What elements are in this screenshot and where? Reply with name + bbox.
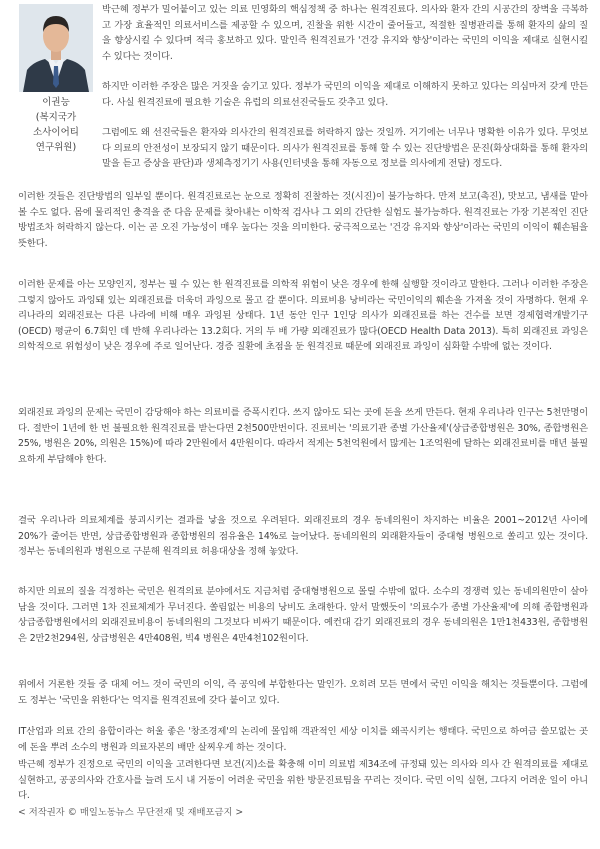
paragraph: 이러한 문제를 아는 모양인지, 정부는 필 수 있는 한 원격진료를 의학적 위험이 낮은 경우에 한해 실행할 것이라고 말한다. 그러나 이러한 주장은 그렇지 않아도 과잉돼 있는 외래진료를 더욱더 과잉으로 몰고 갈 뿐이다. 의료비용 낭비라는 국민이익의 훼손을 가져올 것이 자명하다. 현재 우리나라의 외래진료는 다른 나라에 비해 매우 과잉된 상태다. 1년 동안 인구 1인당 의사가 외래진료를 하는 건수를 보면 경제협력개발기구(OECD) 평균이 6.7회인 데 반해 우리나라는 13.2회다. 거의 두 배 가량 외래진료가 많다(OECD Health Data 2013). 특히 외래진료 과잉은 의학적으로 위험성이 낮은 경우에 주로 일어난다. 경증 질환에 초점을 둔 원격진료 때문에 외래진료 과잉이 심화할 수밖에 없는 것이다.	[18, 279, 588, 353]
author-name: 이권능	[42, 97, 70, 108]
paragraph: 하지만 의료의 질을 걱정하는 국민은 원격의료 분야에서도 지금처럼 중대형병원으로 몰릴 수밖에 없다. 소수의 경쟁력 있는 동네의원만이 살아남을 것이다. 그러면 1차 진료체계가 무너진다. 쏠림없는 비용의 낭비도 초래한다. 앞서 말했듯이 '의료수가 종별 가산율제'에 의해 종합병원과 상급종합병원에서의 외래진료비용이 동네의원의 그것보다 비싸기 때문이다. 예컨대 감기 외래진료의 경우 동네의원은 1만1천433원, 종합병원은 2만2천294원, 상급병원은 4만408원, 빅4 병원은 4만4천102원이다.	[18, 586, 588, 644]
author-affiliation-line: 소사이어티	[33, 127, 79, 138]
copyright-notice: < 저작권자 © 매일노동뉴스 무단전재 및 재배포금지 >	[18, 807, 244, 818]
paragraph: 그럼에도 왜 선진국들은 환자와 의사간의 원격진료를 허락하지 않는 것일까. 거기에는 너무나 명확한 이유가 있다. 무엇보다 의료의 안전성이 보장되지 않기 때문이다. 의사가 원격진료를 통해 할 수 있는 진단방법은 문진(화상대화를 통해 환자의 말을 듣고 증상을 판단)과 생체측정기기 사용(인터넷을 통해 자동으로 정보를 의사에게 전달) 정도다.	[102, 127, 588, 170]
paragraph: 위에서 거론한 것들 중 대체 어느 것이 국민의 이익, 즉 공익에 부합한다는 말인가. 오히려 모든 면에서 국민 이익을 해치는 것들뿐이다. 그럼에도 정부는 '국민을 위한다'는 억지를 원격진료에 갖다 붙이고 있다.	[18, 679, 588, 706]
author-affiliation	[18, 110, 94, 155]
paragraph: 이러한 것들은 진단방법의 일부일 뿐이다. 원격진료로는 눈으로 정확히 진찰하는 것(시진)이 불가능하다. 만져 보고(촉진), 맛보고, 냄새를 맡아 볼 수도 없다. 몸에 물리적인 충격을 준 다음 문제를 찾아내는 이학적 검사나 그 외의 간단한 실험도 불가능하다. 원격진료는 가장 기본적인 진단방법조차 허락하지 않는다. 이는 곧 오진 가능성이 매우 높다는 것을 의미한다. 궁극적으로는 '건강 유지와 향상'이라는 국민의 이익이 훼손됨을 뜻한다.	[18, 191, 588, 249]
paragraph: 박근혜 정부가 진정으로 국민의 이익을 고려한다면 보건(지)소를 확충해 이미 의료법 제34조에 규정돼 있는 의사와 의사 간 원격의료를 제대로 실현하고, 공공의사와 간호사를 늘려 도시 내 거동이 어려운 국민을 위한 방문진료팀을 꾸리는 것이다. 국민 이익 실현, 그다지 어려운 일이 아니다.	[18, 759, 588, 802]
paragraph: 하지만 이러한 주장은 많은 거짓을 숨기고 있다. 정부가 국민의 이익을 제대로 이해하지 못하고 있다는 의심마저 갖게 만든다. 사실 원격진료에 필요한 기술은 유럽의 의료선진국들도 갖추고 있다.	[102, 81, 588, 108]
author-affiliation-line: (복지국가	[35, 112, 77, 123]
author-photo	[19, 4, 93, 92]
paragraph: IT산업과 의료 간의 융합이라는 허울 좋은 '창조경제'의 논리에 몰입해 객관적인 세상 이치를 왜곡시키는 행태다. 국민으로 하여금 쓸모없는 곳에 돈을 뿌려 소수의 병원과 의료자본의 배만 살찌우게 하는 것이다.	[18, 726, 588, 753]
paragraph: 결국 우리나라 의료체계를 붕괴시키는 결과를 낳을 것으로 우려된다. 외래진료의 경우 동네의원이 차지하는 비율은 2001~2012년 사이에 20%가 줄어든 반면, 상급종합병원과 종합병원의 점유율은 14%로 늘어났다. 동네의원의 외래환자들이 중대형 병원으로 쏠리고 있는 것이다. 정부는 동네의원과 병원으로 구분해 원격의료 허용대상을 정해 놓았다.	[18, 515, 588, 558]
author-affiliation-line: 연구위원)	[35, 142, 77, 153]
paragraph: 외래진료 과잉의 문제는 국민이 감당해야 하는 의료비를 증폭시킨다. 쓰지 않아도 되는 곳에 돈을 쓰게 만든다. 현재 우리나라 인구는 5천만명이다. 절반이 1년에 한 번 불필요한 원격진료를 받는다면 2천500만번이다. 진료비는 '의료기관 종별 가산율제'(상급종합병원은 30%, 종합병원은 25%, 병원은 20%, 의원은 15%)에 따라 2만원에서 4만원이다. 따라서 적게는 5천억원에서 많게는 1조억원에 달하는 외래진료비를 매년 불필요하게 부담해야 한다.	[18, 407, 588, 465]
paragraph: 박근혜 정부가 밀어붙이고 있는 의료 민영화의 핵심정책 중 하나는 원격진료다. 의사와 환자 간의 시공간의 장벽을 극복하고 가장 효율적인 의료서비스를 제공할 수 있으며, 진찰을 위한 시간이 줄어들고, 적절한 질병관리를 통해 환자의 삶의 질을 향상시킬 수 있다며 적극 홍보하고 있다. 말인즉 원격진료가 '건강 유지와 향상'이라는 국민의 이익을 제대로 실현시킬 수 있다는 것이다.	[102, 4, 588, 62]
author-box	[18, 4, 94, 155]
